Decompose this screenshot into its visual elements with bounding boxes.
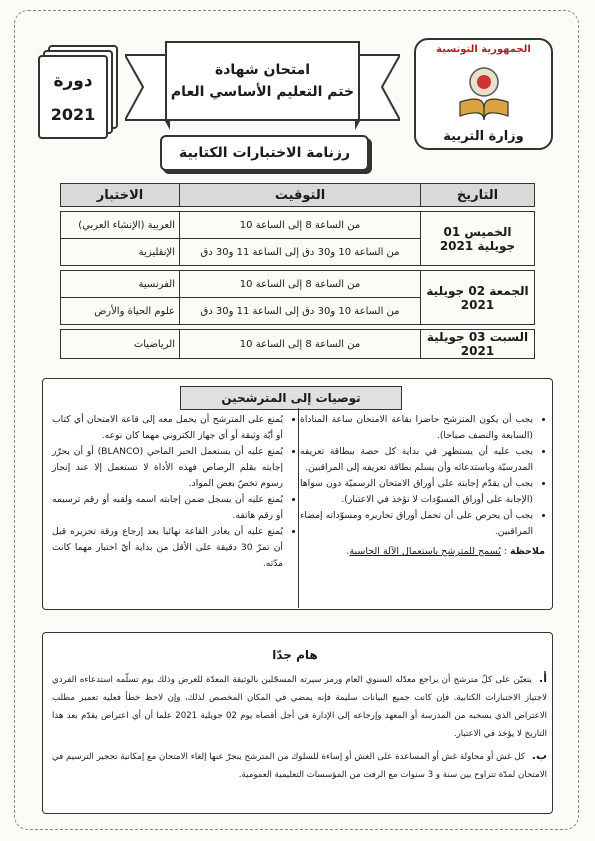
table-row bbox=[61, 271, 535, 298]
republic-label: الجمهورية التونسية bbox=[436, 44, 531, 55]
recommendations-left-column bbox=[52, 412, 295, 572]
exam-time: من الساعة 8 إلى الساعة 10 bbox=[180, 271, 421, 298]
day-date: الجمعة 02 جويلية 2021 bbox=[421, 271, 535, 325]
list-item: • يجب أن يكون المترشح حاضرا بقاعة الامتحان ساعة المناداة (السابعة والنصف صباحا). bbox=[300, 412, 533, 444]
day-date: السبت 03 جويلية 2021 bbox=[421, 330, 535, 359]
item-text: كل غش أو محاولة غش أو المساعدة على الغش أو إساءة للسلوك من المترشح ينجرّ عنها إلغاء الامتحان مع إمكانية تحجير الترسيم في الامتحان لمدّة تتراوح بين سنة و 3 سنوات مع الرفت من المؤسسات التعليمية العمومية. bbox=[52, 752, 547, 780]
important-body bbox=[52, 670, 547, 788]
exam-time: من الساعة 8 إلى الساعة 10 bbox=[180, 330, 421, 359]
exam-subject: الإنقليزية bbox=[61, 239, 180, 266]
recommendations-divider bbox=[298, 408, 299, 608]
calculator-note: ملاحظة : يُسمح للمترشح باستعمال الآلة الحاسبة. bbox=[346, 546, 545, 557]
important-item-a bbox=[52, 670, 547, 743]
exam-title-box bbox=[165, 41, 360, 121]
table-row bbox=[61, 212, 535, 239]
header-time: التوقيت bbox=[180, 184, 421, 207]
list-item: • يُمنع عليه أن يسجل ضمن إجابته اسمه ولقبه أو رقم ترسيمه أو رقم هاتفه. bbox=[52, 492, 283, 524]
exam-title-line2: ختم التعليم الأساسي العام bbox=[170, 84, 355, 100]
ministry-label: وزارة التربية bbox=[443, 129, 524, 144]
header-date: التاريخ bbox=[421, 184, 535, 207]
ministry-emblem bbox=[414, 38, 553, 150]
note-label: ملاحظة bbox=[510, 546, 545, 557]
item-text: يتعيّن على كلّ مترشح أن يراجع معدّله السنوي العام ورمز سيرته المسجّلين بالوثيقة المعدّة للغرض وذلك يوم تسلّمه استدعاءه الفردي لاجتياز الاختبارات الكتابية. فإن كانت جميع البيانات سليمة فإنه يمضي في المكان المخصص لذلك، وإن لاحظ خطأ فعليه تعمير مطلب الاعتراض الذي يسحبه من المدرسة أو المعهد وإرجاعه إلى الإدارة في أجل أقصاه يوم 02 جويلية 2021 علما أن أي اعتراض يقدّم بعد هذا التاريخ لا يؤخذ في الاعتبار. bbox=[52, 675, 548, 739]
schedule-title: رزنامة الاختبارات الكتابية bbox=[160, 135, 369, 171]
table-header-row bbox=[61, 184, 535, 207]
list-item: • يُمنع عليه أن يستعمل الحبر الماحي (BLANCO) أو أن يحرّر إجابته بقلم الرصاص فهذه الأداة لا تستعمل إلا عند إنجاز رسوم تخصّ بعض المواد. bbox=[52, 444, 283, 492]
list-item: • يجب عليه أن يستظهر في بداية كل حصة ببطاقة تعريفه المدرسيّة وباستدعائه وأن يسلم بطاقة تعريفه إلى المراقبين. bbox=[300, 444, 533, 476]
item-letter: ب. bbox=[531, 749, 548, 762]
session-label: دورة bbox=[53, 70, 93, 91]
list-item: • يُمنع على المترشح أن يحمل معه إلى قاعة الامتحان أي كتاب أو أيّة وثيقة أو أي جهاز الكتروني مهما كان نوعه. bbox=[52, 412, 283, 444]
exam-subject: الرياضيات bbox=[61, 330, 180, 359]
session-card-front bbox=[38, 55, 108, 139]
exam-time: من الساعة 10 و30 دق إلى الساعة 11 و30 دق bbox=[180, 239, 421, 266]
table-row bbox=[61, 330, 535, 359]
exam-subject: علوم الحياة والأرض bbox=[61, 298, 180, 325]
book-emblem-icon bbox=[456, 58, 512, 120]
exam-title-ribbon bbox=[125, 35, 400, 130]
note-text: يُسمح للمترشح باستعمال الآلة الحاسبة bbox=[349, 546, 501, 557]
exam-subject: الفرنسية bbox=[61, 271, 180, 298]
session-year: 2021 bbox=[50, 104, 96, 124]
list-item: • يُمنع عليه أن يغادر القاعة نهائيا بعد إرجاع ورقة تحريره قبل أن تمرّ 30 دقيقة على الأقل من بداية أيّ اختبار مهما كانت مدّته. bbox=[52, 524, 283, 572]
recommendations-title: توصيات إلى المترشحين bbox=[180, 386, 402, 410]
recommendations-right-column bbox=[300, 412, 545, 560]
day-date: الخميس 01 جويلية 2021 bbox=[421, 212, 535, 266]
header-exam: الاختبار bbox=[61, 184, 180, 207]
important-title: هام جدّا bbox=[272, 648, 318, 662]
exam-subject: العربية (الإنشاء العربي) bbox=[61, 212, 180, 239]
exam-time: من الساعة 8 إلى الساعة 10 bbox=[180, 212, 421, 239]
exam-time: من الساعة 10 و30 دق إلى الساعة 11 و30 دق bbox=[180, 298, 421, 325]
list-item: • يجب أن يقدّم إجابته على أوراق الامتحان الرسميّة دون سواها (الإجابة على أوراق المسوّدات لا تؤخذ في الاعتبار). bbox=[300, 476, 533, 508]
exam-title-line1: امتحان شهادة bbox=[214, 62, 311, 78]
exam-schedule-table bbox=[60, 183, 535, 359]
session-badge bbox=[38, 45, 118, 140]
item-letter: أ. bbox=[539, 672, 547, 685]
list-item: • يجب أن يحرص على أن تحمل أوراق تحاريره ومسوّداته إمضاء المراقبين. bbox=[300, 508, 533, 540]
important-item-b bbox=[52, 747, 547, 784]
